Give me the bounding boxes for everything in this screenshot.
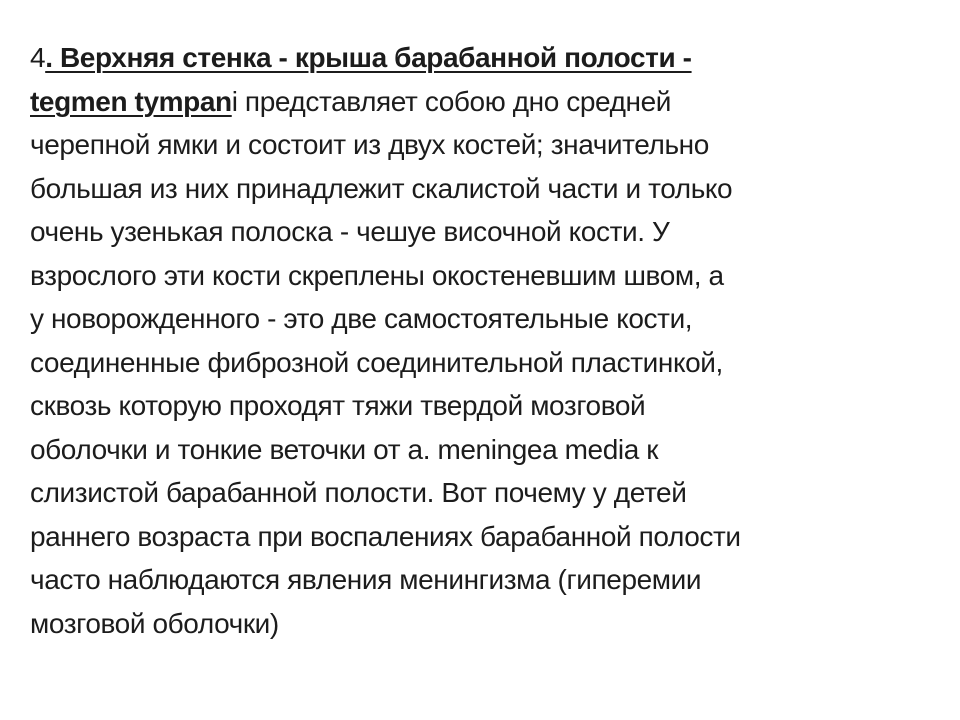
text-line-5: взрослого эти кости скреплены окостеневшим швом, а bbox=[30, 259, 724, 291]
text-line-6: у новорожденного - это две самостоятельные кости, bbox=[30, 303, 693, 334]
text-line-4: очень узенькая полоска - чешуе височной кости. У bbox=[30, 216, 670, 247]
text-line-13: мозговой оболочки) bbox=[30, 607, 279, 639]
text-line-11: раннего возраста при воспалениях барабанной полости bbox=[30, 520, 741, 552]
text-line-9: оболочки и тонкие веточки от а. meningea media к bbox=[30, 433, 659, 465]
slide-text-block bbox=[30, 36, 940, 645]
text-line-12: часто наблюдаются явления менингизма (гиперемии bbox=[30, 564, 702, 595]
text-line-0 bbox=[30, 36, 940, 80]
text-line-1-rest: i представляет собою дно средней bbox=[231, 85, 671, 117]
text-line-10: слизистой барабанной полости. Вот почему у детей bbox=[30, 477, 687, 508]
text-line-7: соединенные фиброзной соединительной пластинкой, bbox=[30, 346, 723, 378]
text-line-2: черепной ямки и состоит из двух костей; значительно bbox=[30, 129, 709, 160]
text-line-3: большая из них принадлежит скалистой части и только bbox=[30, 172, 733, 204]
section-heading: . Верхняя стенка - крыша барабанной полости - bbox=[45, 42, 692, 73]
text-line-8: сквозь которую проходят тяжи твердой мозговой bbox=[30, 390, 646, 421]
text-line-1 bbox=[30, 80, 940, 124]
section-number: 4 bbox=[30, 42, 46, 73]
latin-term: tegmen tympan bbox=[30, 85, 232, 117]
